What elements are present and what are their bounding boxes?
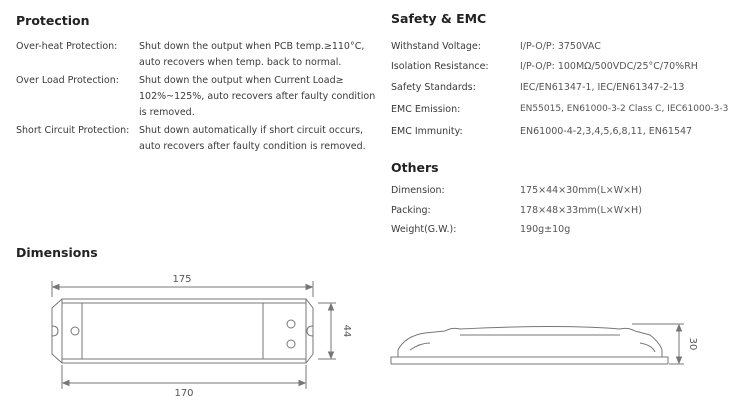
short-circuit-label: Short Circuit Protection: xyxy=(16,125,130,136)
packing-label: Packing: xyxy=(391,205,431,216)
emc-immunity-value: EN61000-4-2,3,4,5,6,8,11, EN61547 xyxy=(520,126,693,137)
isolation-resistance-value: I/P-O/P: 100MΩ/500VDC/25°C/70%RH xyxy=(520,61,698,72)
height-arrow-top xyxy=(677,325,682,331)
isolation-resistance-label: Isolation Resistance: xyxy=(391,61,489,72)
top-arrow-left xyxy=(53,285,59,290)
weight-value: 190g±10g xyxy=(520,224,571,235)
emc-emission-label: EMC Emission: xyxy=(391,104,461,115)
side-profile xyxy=(391,327,668,365)
protection-heading: Protection xyxy=(16,13,90,28)
side-right-detail xyxy=(640,343,655,352)
dimension-value: 175×44×30mm(L×W×H) xyxy=(520,185,642,196)
short-circuit-line-1: Shut down automatically if short circuit occurs, xyxy=(139,125,364,136)
right-terminal-screw-bottom xyxy=(287,340,295,348)
right-terminal-cover xyxy=(263,303,306,359)
left-mounting-slot xyxy=(52,326,58,336)
width-44-label: 44 xyxy=(341,324,352,338)
overload-label: Over Load Protection: xyxy=(16,75,119,86)
withstand-voltage-label: Withstand Voltage: xyxy=(391,41,481,52)
weight-label: Weight(G.W.): xyxy=(391,224,457,235)
width-arrow-top xyxy=(329,304,334,310)
short-circuit-line-2: auto recovers after faulty condition is removed. xyxy=(139,141,366,152)
top-arrow-right xyxy=(306,285,312,290)
overheat-line-1: Shut down the output when PCB temp.≥110°C, xyxy=(139,41,365,52)
top-view-drawing xyxy=(52,281,336,389)
withstand-voltage-value: I/P-O/P: 3750VAC xyxy=(520,41,601,52)
right-mounting-slot xyxy=(307,326,313,336)
safety-heading: Safety & EMC xyxy=(391,11,487,26)
overload-line-1: Shut down the output when Current Load≥ xyxy=(139,75,344,86)
length-175-label: 175 xyxy=(172,274,192,285)
right-terminal-screw-top xyxy=(287,320,295,328)
height-30-label: 30 xyxy=(687,337,698,351)
overheat-label: Over-heat Protection: xyxy=(16,41,118,52)
safety-standards-value: IEC/EN61347-1, IEC/EN61347-2-13 xyxy=(520,82,685,93)
bottom-arrow-right xyxy=(299,381,305,386)
emc-emission-value: EN55015, EN61000-3-2 Class C, IEC61000-3-3 xyxy=(520,104,729,114)
side-view-drawing xyxy=(391,324,684,364)
packing-value: 178×48×33mm(L×W×H) xyxy=(520,205,642,216)
height-arrow-bottom xyxy=(677,357,682,363)
safety-standards-label: Safety Standards: xyxy=(391,82,476,93)
overheat-line-2: auto recovers when temp. back to normal. xyxy=(139,57,342,68)
dimensions-heading: Dimensions xyxy=(16,245,98,260)
dimension-label: Dimension: xyxy=(391,185,445,196)
overload-line-2: 102%~125%, auto recovers after faulty condition xyxy=(139,91,376,102)
others-heading: Others xyxy=(391,160,439,175)
length-170-label: 170 xyxy=(174,388,194,399)
left-terminal-screw xyxy=(71,327,79,335)
emc-immunity-label: EMC Immunity: xyxy=(391,126,463,137)
width-arrow-bottom xyxy=(329,352,334,358)
overload-line-3: is removed. xyxy=(139,107,195,118)
bottom-arrow-left xyxy=(63,381,69,386)
side-left-detail xyxy=(410,343,430,350)
driver-outline xyxy=(52,299,313,363)
